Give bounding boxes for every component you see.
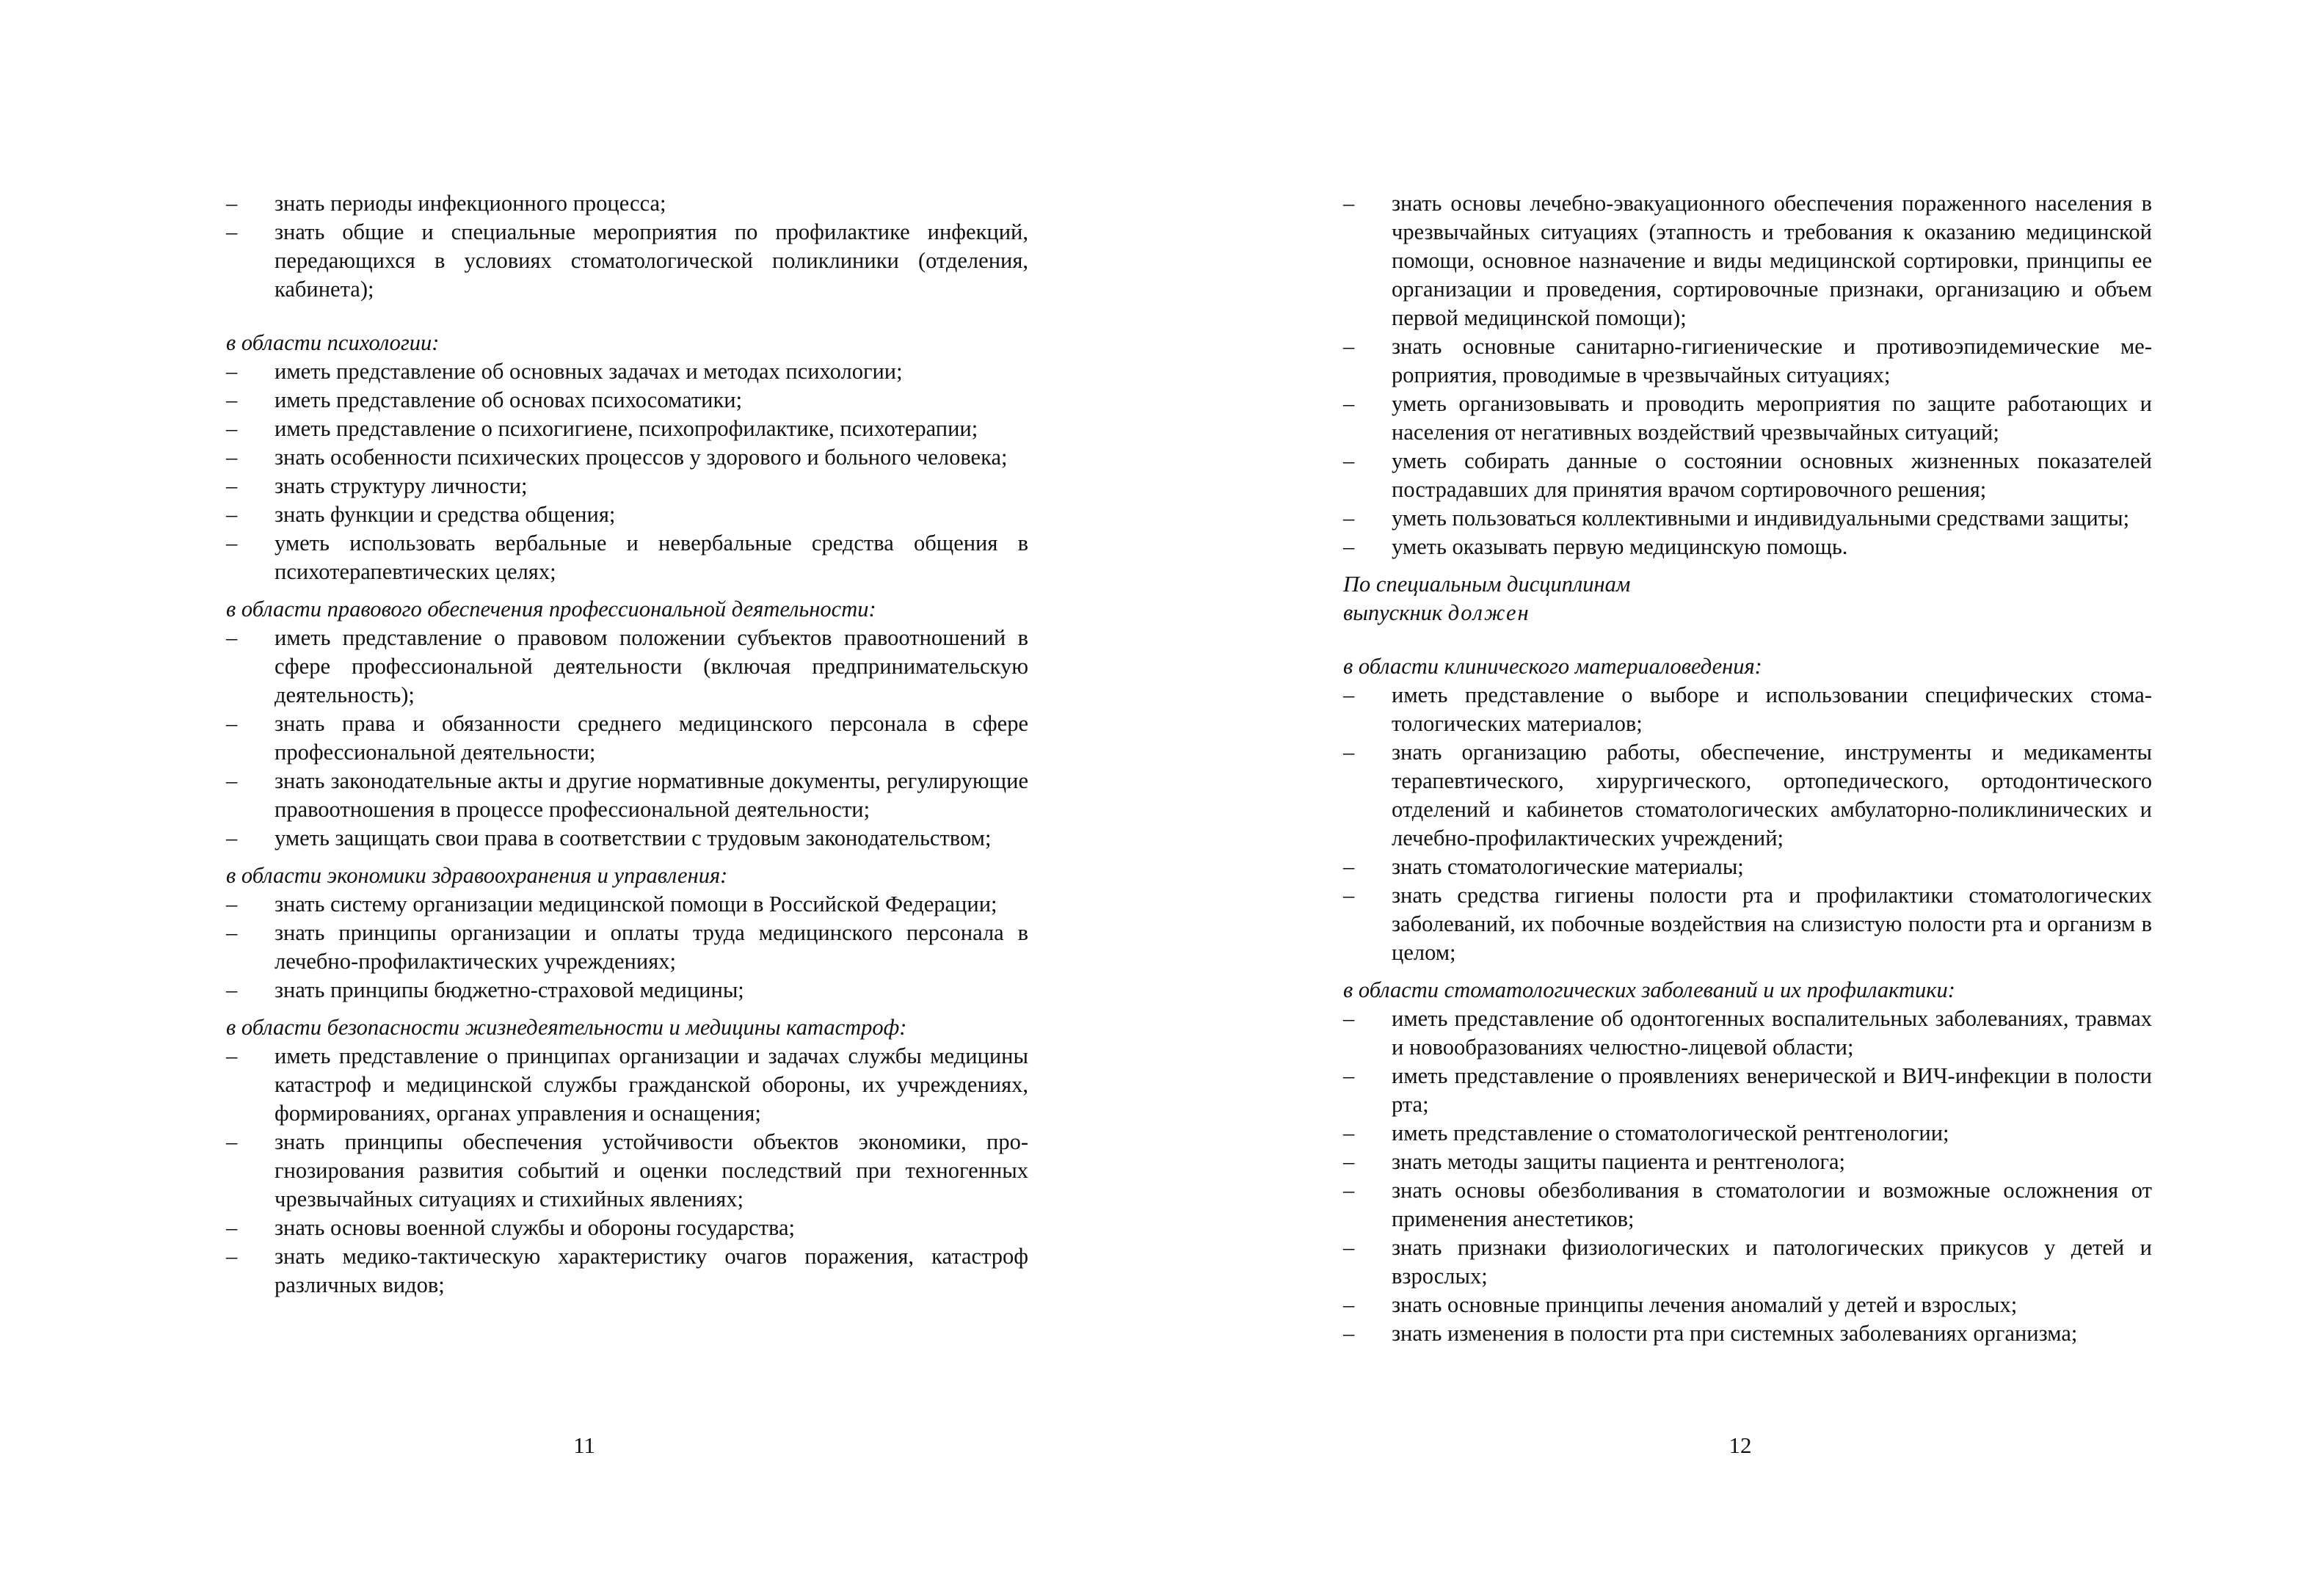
list-item — [226, 1042, 1028, 1128]
section-heading-safety: в области безопасности жизнедеятельности и медицины катастроф: — [226, 1015, 907, 1040]
list-item — [226, 218, 1028, 304]
list-item-text: знать принципы организации и оплаты труда медицинского персонала в лечебно-профилактических учреждениях; — [275, 920, 1028, 974]
dash-bullet: – — [1343, 682, 1355, 707]
dash-bullet: – — [226, 1215, 238, 1240]
dash-bullet: – — [226, 977, 238, 1002]
list-item — [1343, 853, 2152, 881]
dash-bullet: – — [226, 1043, 238, 1068]
dash-bullet: – — [1343, 448, 1355, 473]
list-item-text: знать признаки физиологических и патологических прикусов у детей и взрослых; — [1392, 1235, 2152, 1289]
dash-bullet: – — [226, 502, 238, 527]
list-item-text: знать периоды инфекционного процесса; — [275, 191, 666, 216]
list-item — [226, 500, 1028, 529]
dash-bullet: – — [1343, 1321, 1355, 1346]
dash-bullet: – — [1343, 191, 1355, 216]
dental-list — [1343, 1005, 2152, 1348]
list-item — [1343, 1291, 2152, 1319]
list-item-text: знать средства гигиены полости рта и профилактики стоматологических заболеваний, их побочные воздействия на слизистую полости рта и организм в целом; — [1392, 883, 2152, 965]
dash-bullet: – — [1343, 1063, 1355, 1088]
dash-bullet: – — [1343, 883, 1355, 908]
list-item-text: иметь представление об основах психосоматики; — [275, 387, 743, 412]
dash-bullet: – — [226, 711, 238, 736]
dash-bullet: – — [226, 531, 238, 555]
list-item-text: знать принципы бюджетно-страховой медицины; — [275, 977, 744, 1002]
dash-bullet: – — [226, 625, 238, 650]
list-item-text: иметь представление о выборе и использовании специфических стоматологических материалов; — [1392, 682, 2152, 736]
left-intro-list — [226, 189, 1028, 304]
list-item — [1343, 1176, 2152, 1234]
list-item — [226, 357, 1028, 386]
dash-bullet: – — [1343, 1292, 1355, 1317]
list-item-text: знать организацию работы, обеспечение, инструменты и медикаменты терапевтического, хирургического, ортопедического, ортодонтического отделений и кабинетов стоматологических амбулаторно-поликлинических и лечебно-профилактических учреждений; — [1392, 740, 2152, 850]
dash-bullet: – — [226, 359, 238, 384]
list-item-text: иметь представление об основных задачах и методах психологии; — [275, 359, 903, 384]
dash-bullet: – — [1343, 1178, 1355, 1203]
dash-bullet: – — [1343, 334, 1355, 359]
list-item — [1343, 738, 2152, 853]
list-item-text: иметь представление о принципах организации и задачах службы медицины катастроф и медицинской службы гражданской обороны, их учреждениях, формированиях, органах управления и оснащения; — [275, 1043, 1028, 1126]
list-item-text: уметь пользоваться коллективными и индивидуальными средствами защиты; — [1392, 506, 2130, 531]
right-intro-list — [1343, 189, 2152, 561]
list-item-text: знать основы военной службы и обороны государства; — [275, 1215, 796, 1240]
list-item — [1343, 1062, 2152, 1119]
list-item — [1343, 1005, 2152, 1062]
dash-bullet: – — [1343, 1235, 1355, 1260]
dash-bullet: – — [226, 473, 238, 498]
list-item-text: иметь представление об одонтогенных воспалительных заболеваниях, травмах и новообразованиях челюстно-лицевой области; — [1392, 1006, 2152, 1060]
special-disciplines-line1: По специальным дисциплинам — [1343, 572, 1631, 597]
list-item-text: иметь представление о проявлениях венерической и ВИЧ-инфекции в полости рта; — [1392, 1063, 2152, 1117]
dash-bullet: – — [226, 416, 238, 441]
list-item-text: знать систему организации медицинской помощи в Российской Федерации; — [275, 892, 997, 917]
list-item-text: знать медико-тактическую характеристику очагов поражения, катастроф различных видов; — [275, 1244, 1028, 1297]
dash-bullet: – — [1343, 391, 1355, 416]
materials-list — [1343, 681, 2152, 967]
list-item-text: знать общие и специальные мероприятия по профилактике инфекций, передающихся в условиях стоматологической поликлиники (отделения, кабинета); — [275, 219, 1028, 302]
list-item-text: знать принципы обеспечения устойчивости объектов экономики, прогнозирования развития событий и оценки последствий при техногенных чрезвычайных ситуациях и стихийных явлениях; — [275, 1129, 1028, 1211]
list-item-text: знать права и обязанности среднего медицинского персонала в сфере профессиональной деятельности; — [275, 711, 1028, 765]
list-item — [1343, 189, 2152, 332]
dash-bullet: – — [226, 219, 238, 244]
list-item-text: знать функции и средства общения; — [275, 502, 616, 527]
dash-bullet: – — [1343, 1121, 1355, 1145]
dash-bullet: – — [226, 768, 238, 793]
list-item-text: уметь защищать свои права в соответствии с трудовым законодательством; — [275, 826, 992, 850]
page-number-left: 11 — [573, 1432, 595, 1458]
list-item — [226, 890, 1028, 919]
graduate-prefix: выпускник — [1343, 600, 1448, 625]
dash-bullet: – — [1343, 740, 1355, 765]
safety-list — [226, 1042, 1028, 1300]
dash-bullet: – — [226, 445, 238, 470]
dash-bullet: – — [1343, 506, 1355, 531]
list-item — [226, 824, 1028, 853]
graduate-must: должен — [1447, 600, 1530, 625]
dash-bullet: – — [226, 1244, 238, 1269]
list-item — [226, 919, 1028, 976]
list-item — [1343, 447, 2152, 504]
list-item — [226, 189, 1028, 218]
list-item-text: знать особенности психических процессов у здорового и больного человека; — [275, 445, 1008, 470]
dash-bullet: – — [1343, 854, 1355, 879]
list-item — [226, 767, 1028, 824]
list-item-text: знать основы лечебно-эвакуационного обеспечения пораженного населения в чрезвычайных ситуациях (этапность и требования к оказанию медицинской помощи, основное назначение и виды медицинской сортировки, принципы ее организации и проведения, сортировочные признаки, организацию и объем первой медицинской помощи); — [1392, 191, 2152, 330]
psychology-list — [226, 357, 1028, 586]
right-page — [1156, 0, 2312, 1596]
section-heading-materials: в области клинического материаловедения: — [1343, 654, 1762, 679]
list-item — [1343, 1148, 2152, 1176]
section-heading-dental: в области стоматологических заболеваний и их профилактики: — [1343, 977, 1955, 1002]
list-item — [226, 1214, 1028, 1242]
list-item-text: уметь организовывать и проводить мероприятия по защите работающих и населения от негативных воздействий чрезвычайных ситуаций; — [1392, 391, 2152, 445]
dash-bullet: – — [1343, 534, 1355, 559]
list-item — [1343, 1119, 2152, 1148]
list-item-text: уметь оказывать первую медицинскую помощь. — [1392, 534, 1848, 559]
list-item — [226, 529, 1028, 586]
dash-bullet: – — [226, 191, 238, 216]
dash-bullet: – — [1343, 1149, 1355, 1174]
list-item — [1343, 1234, 2152, 1291]
list-item — [226, 472, 1028, 500]
list-item — [1343, 1319, 2152, 1348]
special-disciplines-heading — [1343, 570, 2152, 627]
dash-bullet: – — [226, 892, 238, 917]
section-heading-economics: в области экономики здравоохранения и управления: — [226, 863, 728, 888]
right-column — [1343, 189, 2152, 1348]
list-item — [226, 415, 1028, 443]
dash-bullet: – — [1343, 1006, 1355, 1031]
dash-bullet: – — [226, 826, 238, 850]
dash-bullet: – — [226, 387, 238, 412]
dash-bullet: – — [226, 1129, 238, 1154]
list-item-text: иметь представление о правовом положении субъектов правоотношений в сфере профессиональной деятельности (включая предпринимательскую деятельность); — [275, 625, 1028, 707]
list-item-text: знать изменения в полости рта при системных заболеваниях организма; — [1392, 1321, 2078, 1346]
list-item-text: уметь использовать вербальные и невербальные средства общения в психотерапевтических целях; — [275, 531, 1028, 584]
list-item-text: иметь представление о психогигиене, психопрофилактике, психотерапии; — [275, 416, 978, 441]
list-item — [1343, 390, 2152, 447]
list-item — [226, 1242, 1028, 1300]
list-item — [226, 386, 1028, 415]
list-item-text: знать основные санитарно-гигиенические и противоэпидемические мероприятия, проводимые в чрезвычайных ситуациях; — [1392, 334, 2152, 387]
list-item-text: иметь представление о стоматологической рентгенологии; — [1392, 1121, 1949, 1145]
dash-bullet: – — [226, 920, 238, 945]
list-item-text: знать стоматологические материалы; — [1392, 854, 1744, 879]
list-item — [1343, 504, 2152, 533]
economics-list — [226, 890, 1028, 1005]
list-item-text: знать структуру личности; — [275, 473, 528, 498]
list-item — [226, 710, 1028, 767]
section-heading-legal: в области правового обеспечения профессиональной деятельности: — [226, 597, 876, 622]
list-item — [1343, 681, 2152, 738]
list-item — [226, 443, 1028, 472]
legal-list — [226, 624, 1028, 853]
section-heading-psychology: в области психологии: — [226, 330, 440, 355]
list-item — [226, 1128, 1028, 1214]
list-item-text: знать методы защиты пациента и рентгенолога; — [1392, 1149, 1846, 1174]
list-item — [226, 624, 1028, 710]
list-item-text: знать основы обезболивания в стоматологии и возможные осложнения от применения анестетиков; — [1392, 1178, 2152, 1231]
list-item — [1343, 332, 2152, 390]
list-item-text: знать законодательные акты и другие нормативные документы, регулирующие правоотношения в процессе профессиональной деятельности; — [275, 768, 1028, 822]
left-column — [226, 189, 1028, 1300]
list-item-text: уметь собирать данные о состоянии основных жизненных показателей пострадавших для принятия врачом сортировочного решения; — [1392, 448, 2152, 502]
page-number-right: 12 — [1728, 1432, 1752, 1458]
list-item — [226, 976, 1028, 1005]
list-item — [1343, 533, 2152, 561]
list-item-text: знать основные принципы лечения аномалий у детей и взрослых; — [1392, 1292, 2018, 1317]
list-item — [1343, 881, 2152, 967]
